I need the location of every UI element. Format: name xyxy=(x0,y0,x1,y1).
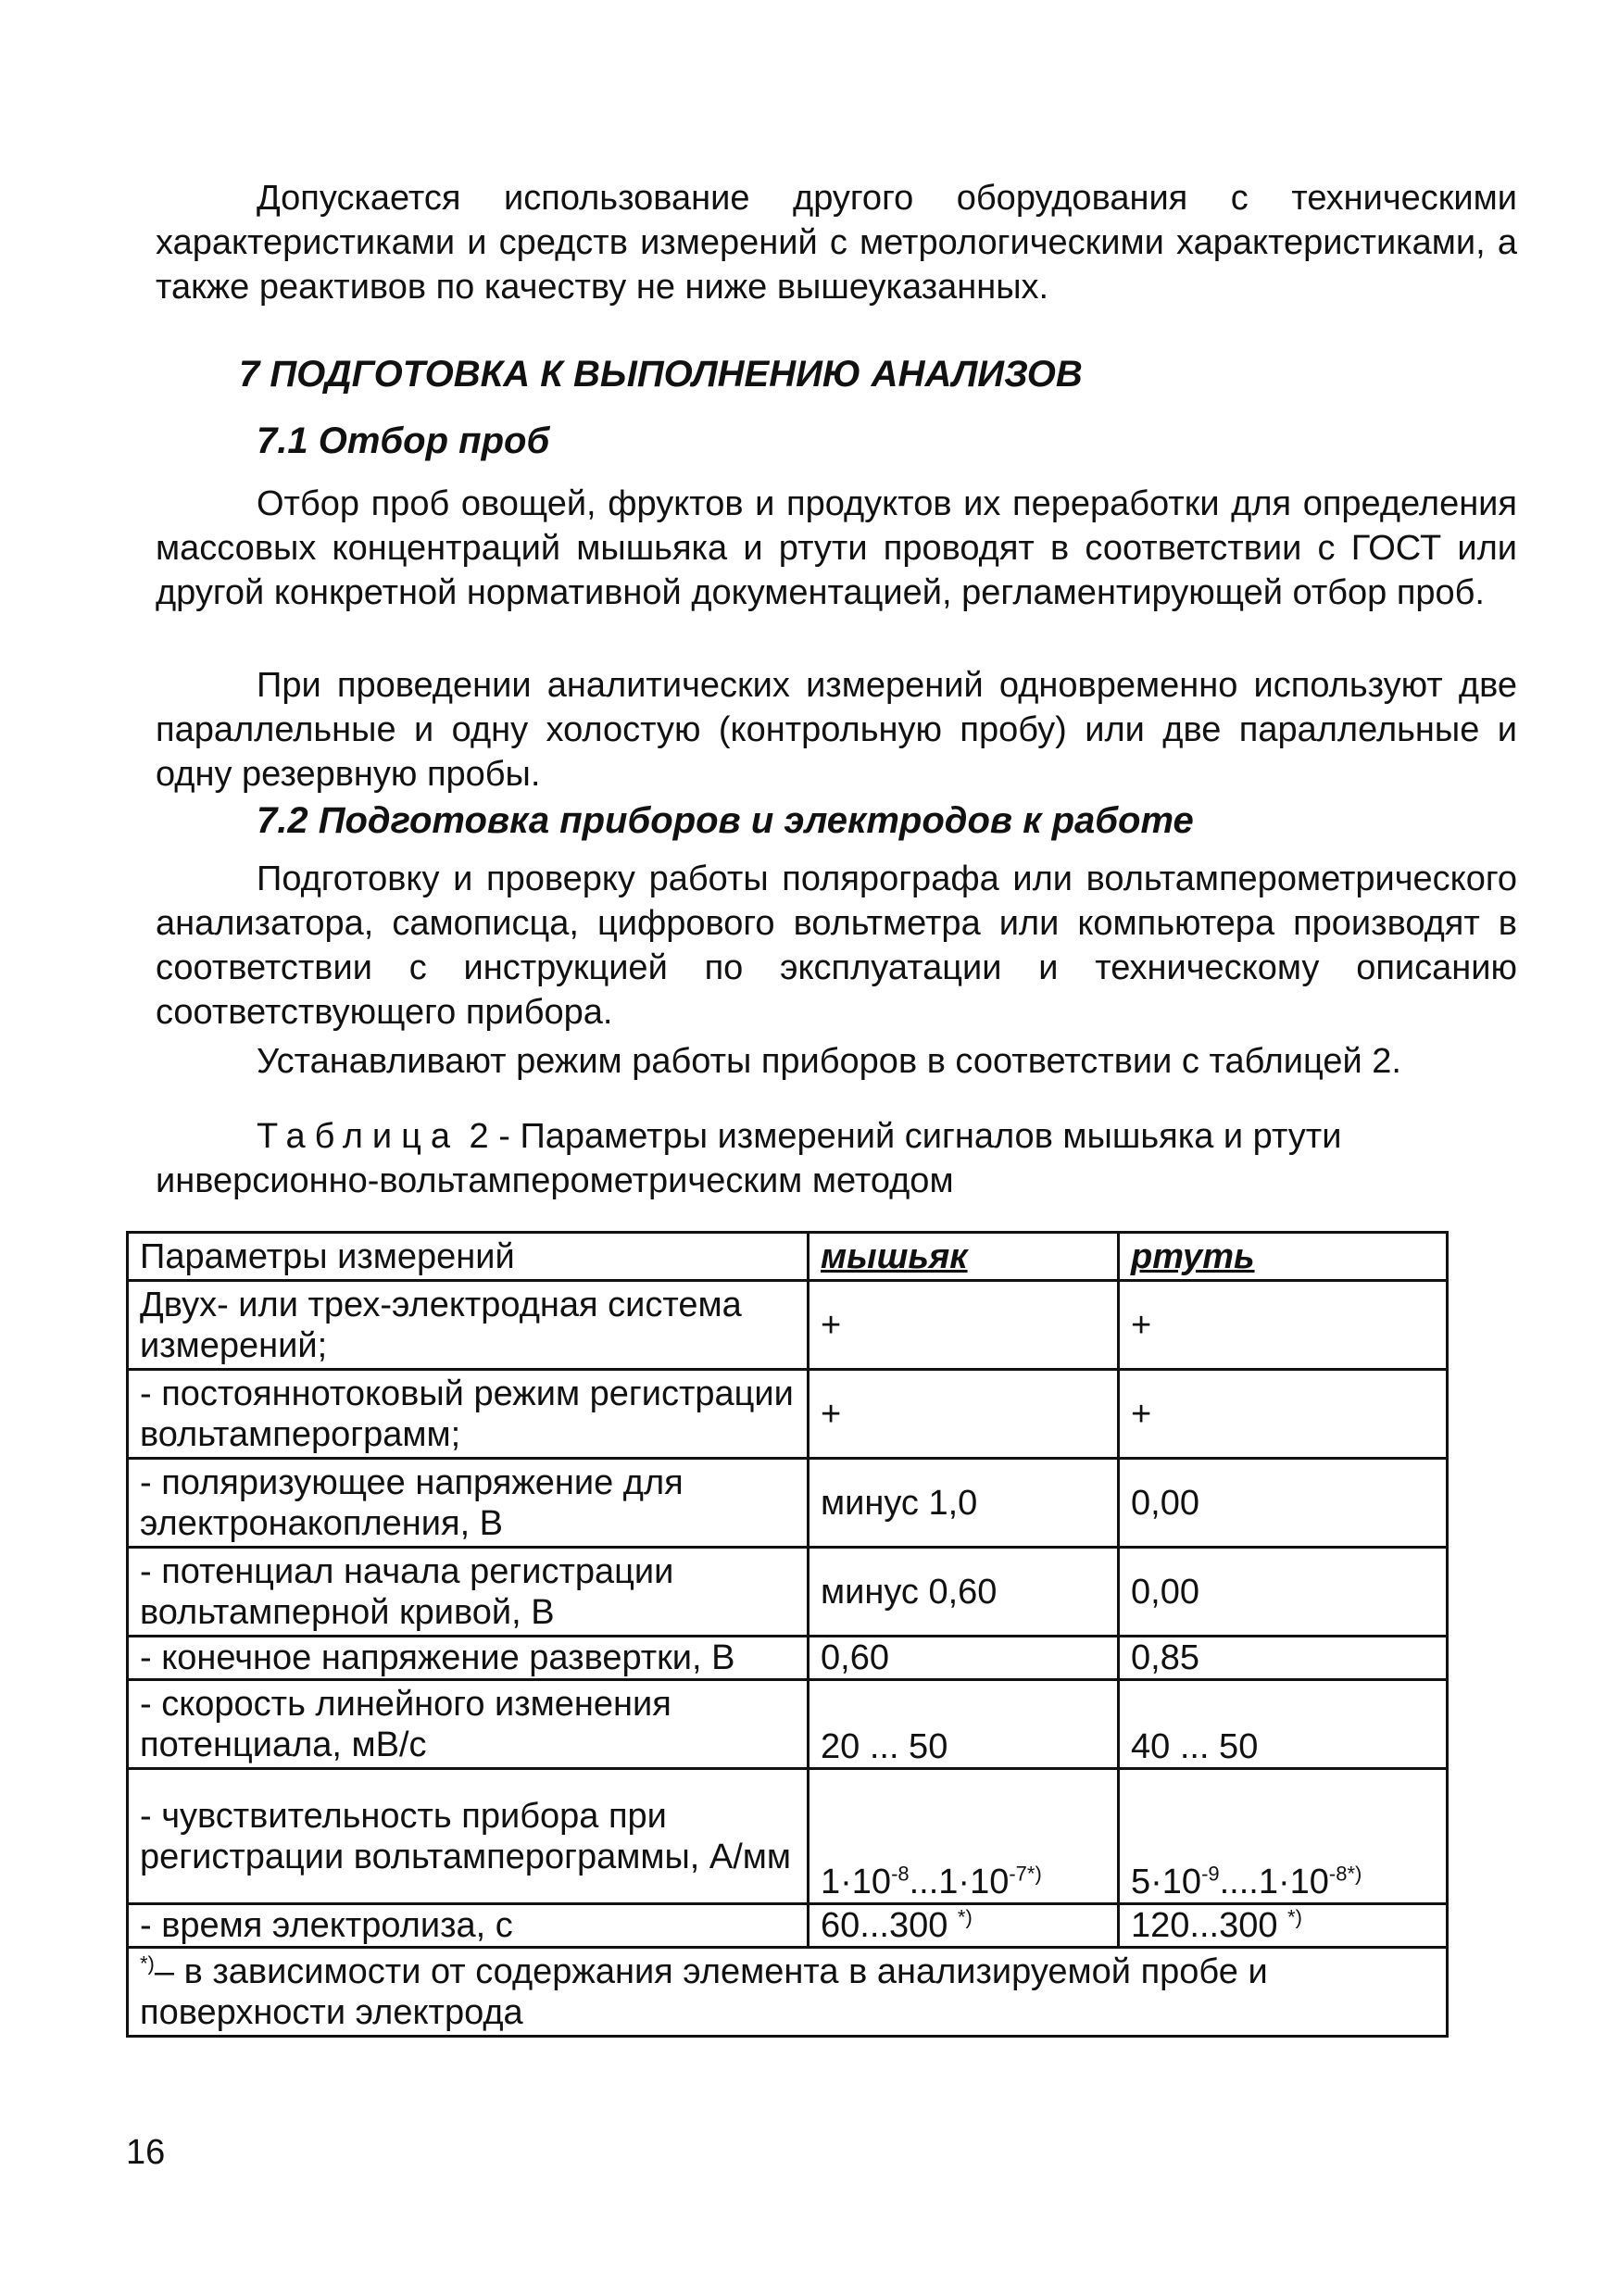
footnote-marker: *) xyxy=(1347,1862,1362,1886)
subsection-1-heading: 7.1 Отбор проб xyxy=(257,420,550,461)
arsenic-cell: + xyxy=(809,1370,1119,1459)
table-row xyxy=(128,1281,1448,1370)
table-row xyxy=(128,1769,1448,1904)
param-cell: - скорость линейного изменения потенциала, мВ/с xyxy=(128,1680,809,1769)
table-caption-word: Таблица xyxy=(257,1117,459,1156)
param-cell: - поляризующее напряжение для электронакопления, В xyxy=(128,1459,809,1548)
sampling-paragraph: Отбор проб овощей, фруктов и продуктов их переработки для определения массовых концентраций мышьяка и ртути проводят в соответствии с ГОСТ или другой конкретной нормативной документацией, регламентирующей отбор проб. xyxy=(156,484,1517,612)
measurement-parameters-table xyxy=(126,1231,1449,2038)
table-row xyxy=(128,1459,1448,1548)
param-cell: - постояннотоковый режим регистрации вольтамперограмм; xyxy=(128,1370,809,1459)
footnote-marker: *) xyxy=(140,1951,155,1975)
arsenic-sensitivity-cell: $1\cdot 10^{-8}...1\cdot 10^{-7*)}$ xyxy=(809,1769,1119,1904)
param-cell: - время электролиза, с xyxy=(128,1904,809,1948)
arsenic-cell: 60...300 *) xyxy=(809,1904,1119,1948)
header-parameters: Параметры измерений xyxy=(128,1233,809,1281)
mercury-cell: + xyxy=(1119,1281,1448,1370)
table-footnote-row xyxy=(128,1948,1448,2037)
table-row xyxy=(128,1637,1448,1680)
table-footnote: *)– в зависимости от содержания элемента в анализируемой пробе и поверхности электрода xyxy=(128,1948,1448,2037)
table-row xyxy=(128,1548,1448,1637)
table-caption-text: 2 - Параметры измерений сигналов мышьяка и ртути инверсионно-вольтамперометрическим методом xyxy=(156,1117,1342,1200)
arsenic-cell: минус 1,0 xyxy=(809,1459,1119,1548)
table-row xyxy=(128,1904,1448,1948)
param-cell: - потенциал начала регистрации вольтамперной кривой, В xyxy=(128,1548,809,1637)
param-cell: - чувствительность прибора при регистрации вольтамперограммы, А/мм xyxy=(128,1769,809,1904)
footnote-marker: *) xyxy=(1287,1905,1302,1929)
header-mercury: ртуть xyxy=(1119,1233,1448,1281)
arsenic-cell: минус 0,60 xyxy=(809,1548,1119,1637)
page-number: 16 xyxy=(126,2133,166,2172)
footnote-marker: *) xyxy=(957,1905,973,1929)
mercury-cell: 40 ... 50 xyxy=(1119,1680,1448,1769)
arsenic-cell: + xyxy=(809,1281,1119,1370)
header-arsenic: мышьяк xyxy=(809,1233,1119,1281)
table-header-row xyxy=(128,1233,1448,1281)
parallel-samples-paragraph: При проведении аналитических измерений одновременно используют две параллельные и одну холостую (контрольную пробу) или две параллельные и одну резервную пробы. xyxy=(156,666,1517,794)
instrument-prep-paragraph: Подготовку и проверку работы полярографа или вольтамперометрического анализатора, самописца, цифрового вольтметра или компьютера производят в соответствии с инструкцией по эксплуатации и техническому описанию соответствующего прибора. xyxy=(156,859,1517,1032)
mode-setup-paragraph: Устанавливают режим работы приборов в соответствии с таблицей 2. xyxy=(257,1042,1401,1081)
mercury-cell: 0,00 xyxy=(1119,1548,1448,1637)
section-heading: 7 ПОДГОТОВКА К ВЫПОЛНЕНИЮ АНАЛИЗОВ xyxy=(239,354,1083,395)
table-caption xyxy=(156,1114,1517,1203)
mercury-cell: 0,00 xyxy=(1119,1459,1448,1548)
mercury-cell: + xyxy=(1119,1370,1448,1459)
footnote-marker: *) xyxy=(1026,1862,1042,1886)
arsenic-cell: 0,60 xyxy=(809,1637,1119,1680)
mercury-sensitivity-cell: $5\cdot 10^{-9}....1\cdot 10^{-8*)}$ xyxy=(1119,1769,1448,1904)
subsection-2-heading: 7.2 Подготовка приборов и электродов к работе xyxy=(257,800,1194,841)
mercury-cell: 0,85 xyxy=(1119,1637,1448,1680)
param-cell: Двух- или трех-электродная система измерений; xyxy=(128,1281,809,1370)
table-row xyxy=(128,1680,1448,1769)
intro-paragraph: Допускается использование другого оборудования с техническими характеристиками и средств измерений с метрологическими характеристиками, а также реактивов по качеству не ниже вышеуказанных. xyxy=(156,179,1517,307)
arsenic-cell: 20 ... 50 xyxy=(809,1680,1119,1769)
param-cell: - конечное напряжение развертки, В xyxy=(128,1637,809,1680)
mercury-cell: 120...300 *) xyxy=(1119,1904,1448,1948)
table-row xyxy=(128,1370,1448,1459)
